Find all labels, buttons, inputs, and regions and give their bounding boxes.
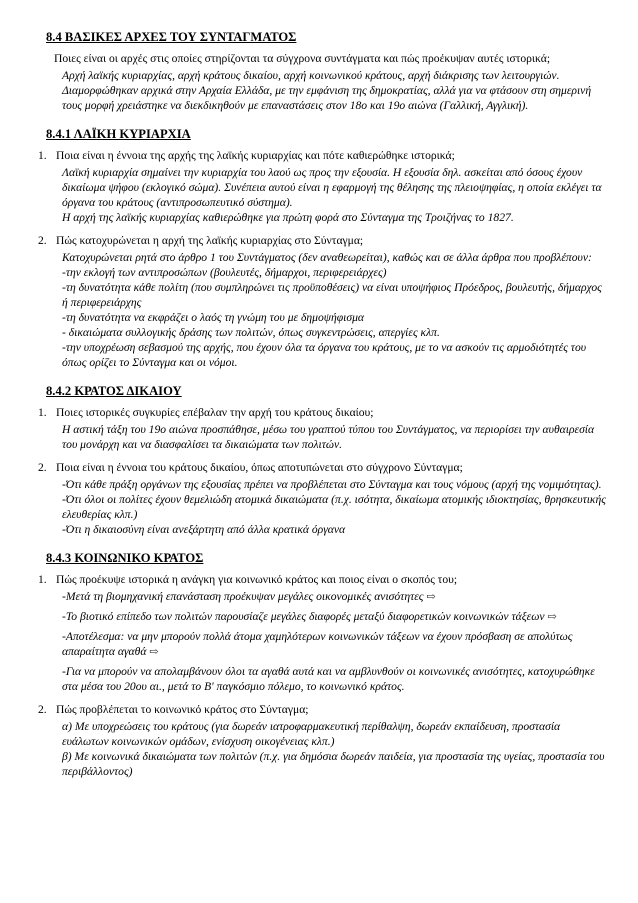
question-number: 1. (38, 406, 47, 419)
question-item (38, 572, 608, 587)
question-text: Πώς προέκυψε ιστορικά η ανάγκη για κοινωνικό κράτος και ποιος είναι ο σκοπός του; (56, 573, 458, 586)
question-number: 2. (38, 461, 47, 474)
answer-list-text: -Το βιοτικό επίπεδο των πολιτών παρουσίαζε μεγάλες διαφορές μεταξύ διαφορετικών κοινωνικών τάξεων (62, 610, 545, 623)
question-item (38, 233, 608, 248)
section-heading-main: 8.4 ΒΑΣΙΚΕΣ ΑΡΧΕΣ ΤΟΥ ΣΥΝΤΑΓΜΑΤΟΣ (46, 30, 297, 44)
answer-list-text: -Αποτέλεσμα: να μην μπορούν πολλά άτομα χαμηλότερων κοινωνικών τάξεων να έχουν πρόσβαση σε απολύτως απαραίτητα αγαθά (62, 630, 573, 658)
answer-list-item: - δικαιώματα συλλογικής δράσης των πολιτών, όπως συγκεντρώσεις, απεργίες κλπ. (62, 326, 440, 339)
question-text: Ποια είναι η έννοια της αρχής της λαϊκής κυριαρχίας και πότε καθιερώθηκε ιστορικά; (56, 149, 455, 162)
answer-list-item: -Ότι κάθε πράξη οργάνων της εξουσίας πρέπει να προβλέπεται στο Σύνταγμα και τους νόμους (αρχή της νομιμότητας). (62, 478, 602, 491)
main-answer: Αρχή λαϊκής κυριαρχίας, αρχή κράτους δικαίου, αρχή κοινωνικού κράτους, αρχή διάκρισης των λειτουργιών. Διαμορφώθηκαν αρχικά στην Αρχαία Ελλάδα, με την εμφάνιση της δημοκρατίας, αλλά για να φτάσουν στη σημερινή τους μορφή χρειάστηκε να διεκδικηθούν με επαναστάσεις στον 18ο και 19ο αιώνα (Γαλλική, Αγγλική). (62, 69, 592, 112)
section-heading-welfare-state: 8.4.3 ΚΟΙΝΩΝΙΚΟ ΚΡΑΤΟΣ (46, 551, 204, 565)
arrow-right-icon: ⇨ (547, 611, 557, 623)
question-item (38, 460, 608, 475)
question-number: 2. (38, 703, 47, 716)
question-block (38, 233, 608, 370)
answer-list-item: -Ότι η δικαιοσύνη είναι ανεξάρτητη από άλλα κρατικά όργανα (62, 523, 346, 536)
answer-text (62, 250, 608, 370)
answer-list-item: α) Με υποχρεώσεις του κράτους (για δωρεάν ιατροφαρμακευτική περίθαλψη, δωρεάν εκπαίδευση, προστασία ευάλωτων κοινωνικών ομάδων, ενίσχυση οικογένειας κλπ.) (62, 720, 561, 748)
answer-text (62, 165, 608, 225)
answer-list-item (62, 609, 608, 625)
answer-list-text: -Μετά τη βιομηχανική επανάσταση προέκυψαν μεγάλες οικονομικές ανισότητες (62, 590, 424, 603)
answer-list-item: -την εκλογή των αντιπροσώπων (βουλευτές, δήμαρχοι, περιφερειάρχες) (62, 266, 387, 279)
question-item (38, 702, 608, 717)
question-block (38, 148, 608, 225)
question-block (38, 460, 608, 537)
section-heading-popular-sovereignty: 8.4.1 ΛΑΪΚΗ ΚΥΡΙΑΡΧΙΑ (46, 127, 191, 141)
question-item (38, 148, 608, 163)
answer-list-item: -Ότι όλοι οι πολίτες έχουν θεμελιώδη ατομικά δικαιώματα (π.χ. ισότητα, δικαίωμα ατομικής ιδιοκτησίας, θρησκευτικής ελευθερίας κλπ.) (62, 493, 606, 521)
answer-text (62, 477, 608, 537)
main-question: Ποιες είναι οι αρχές στις οποίες στηρίζονται τα σύγχρονα συντάγματα και πώς προέκυψαν αυτές ιστορικά; (54, 52, 551, 65)
arrow-right-icon: ⇨ (149, 646, 159, 658)
question-block (38, 405, 608, 452)
answer-paragraph: Λαϊκή κυριαρχία σημαίνει την κυριαρχία του λαού ως προς την εξουσία. Η εξουσία δηλ. ασκείται από όσους έχουν δικαίωμα ψήφου (εκλογικό σώμα). Συνέπεια αυτού είναι η εφαρμογή της θέλησης της πλειοψηφίας, η οποία εκλέγει τα όργανα του κράτους (αντιπροσωπευτικό σύστημα). (62, 166, 602, 209)
answer-text (62, 719, 608, 779)
answer-list-item: β) Με κοινωνικά δικαιώματα των πολιτών (π.χ. για δημόσια δωρεάν παιδεία, για προστασία της υγείας, προστασία του περιβάλλοντος) (62, 750, 605, 778)
question-number: 2. (38, 234, 47, 247)
question-text: Ποιες ιστορικές συγκυρίες επέβαλαν την αρχή του κράτους δικαίου; (56, 406, 374, 419)
question-number: 1. (38, 573, 47, 586)
answer-text (62, 589, 608, 694)
answer-list-item: -τη δυνατότητα να εκφράζει ο λαός τη γνώμη του με δημοψήφισμα (62, 311, 364, 324)
arrow-right-icon: ⇨ (426, 591, 436, 603)
answer-list-item (62, 589, 608, 605)
answer-list-item (62, 629, 608, 660)
answer-list-item: -την υποχρέωση σεβασμού της αρχής, που έχουν όλα τα όργανα του κράτους, με το να ασκούν τις αρμοδιότητές του όπως ορίζει το Σύνταγμα και οι νόμοι. (62, 341, 587, 369)
question-block (38, 702, 608, 779)
question-text: Ποια είναι η έννοια του κράτους δικαίου, όπως αποτυπώνεται στο σύγχρονο Σύνταγμα; (56, 461, 463, 474)
question-number: 1. (38, 149, 47, 162)
answer-paragraph: Η αρχή της λαϊκής κυριαρχίας καθιερώθηκε για πρώτη φορά στο Σύνταγμα της Τροιζήνας το 1827. (62, 211, 514, 224)
answer-paragraph: Κατοχυρώνεται ρητά στο άρθρο 1 του Συντάγματος (δεν αναθεωρείται), καθώς και σε άλλα άρθρα που προβλέπουν: (62, 251, 592, 264)
question-text: Πώς προβλέπεται το κοινωνικό κράτος στο Σύνταγμα; (56, 703, 309, 716)
section-heading-rule-of-law: 8.4.2 ΚΡΑΤΟΣ ΔΙΚΑΙΟΥ (46, 384, 182, 398)
answer-list-item: -Για να μπορούν να απολαμβάνουν όλοι τα αγαθά αυτά και να αμβλυνθούν οι κοινωνικές ανισότητες, κατοχυρώθηκε στα μέσα του 20ου αι., μετά το Β' παγκόσμιο πόλεμο, το κοινωνικό κράτος. (62, 665, 595, 693)
answer-text: Η αστική τάξη του 19ο αιώνα προσπάθησε, μέσω του γραπτού τύπου του Συντάγματος, να περιορίσει την αυθαιρεσία του μονάρχη και να διασφαλίσει τα δικαιώματα των πολιτών. (62, 423, 595, 451)
answer-list-item: -τη δυνατότητα κάθε πολίτη (που συμπληρώνει τις προϋποθέσεις) να είναι υποψήφιος Πρόεδρος, βουλευτής, δήμαρχος ή περιφερειάρχης (62, 281, 602, 309)
question-text: Πώς κατοχυρώνεται η αρχή της λαϊκής κυριαρχίας στο Σύνταγμα; (56, 234, 364, 247)
question-item (38, 405, 608, 420)
question-block (38, 572, 608, 694)
